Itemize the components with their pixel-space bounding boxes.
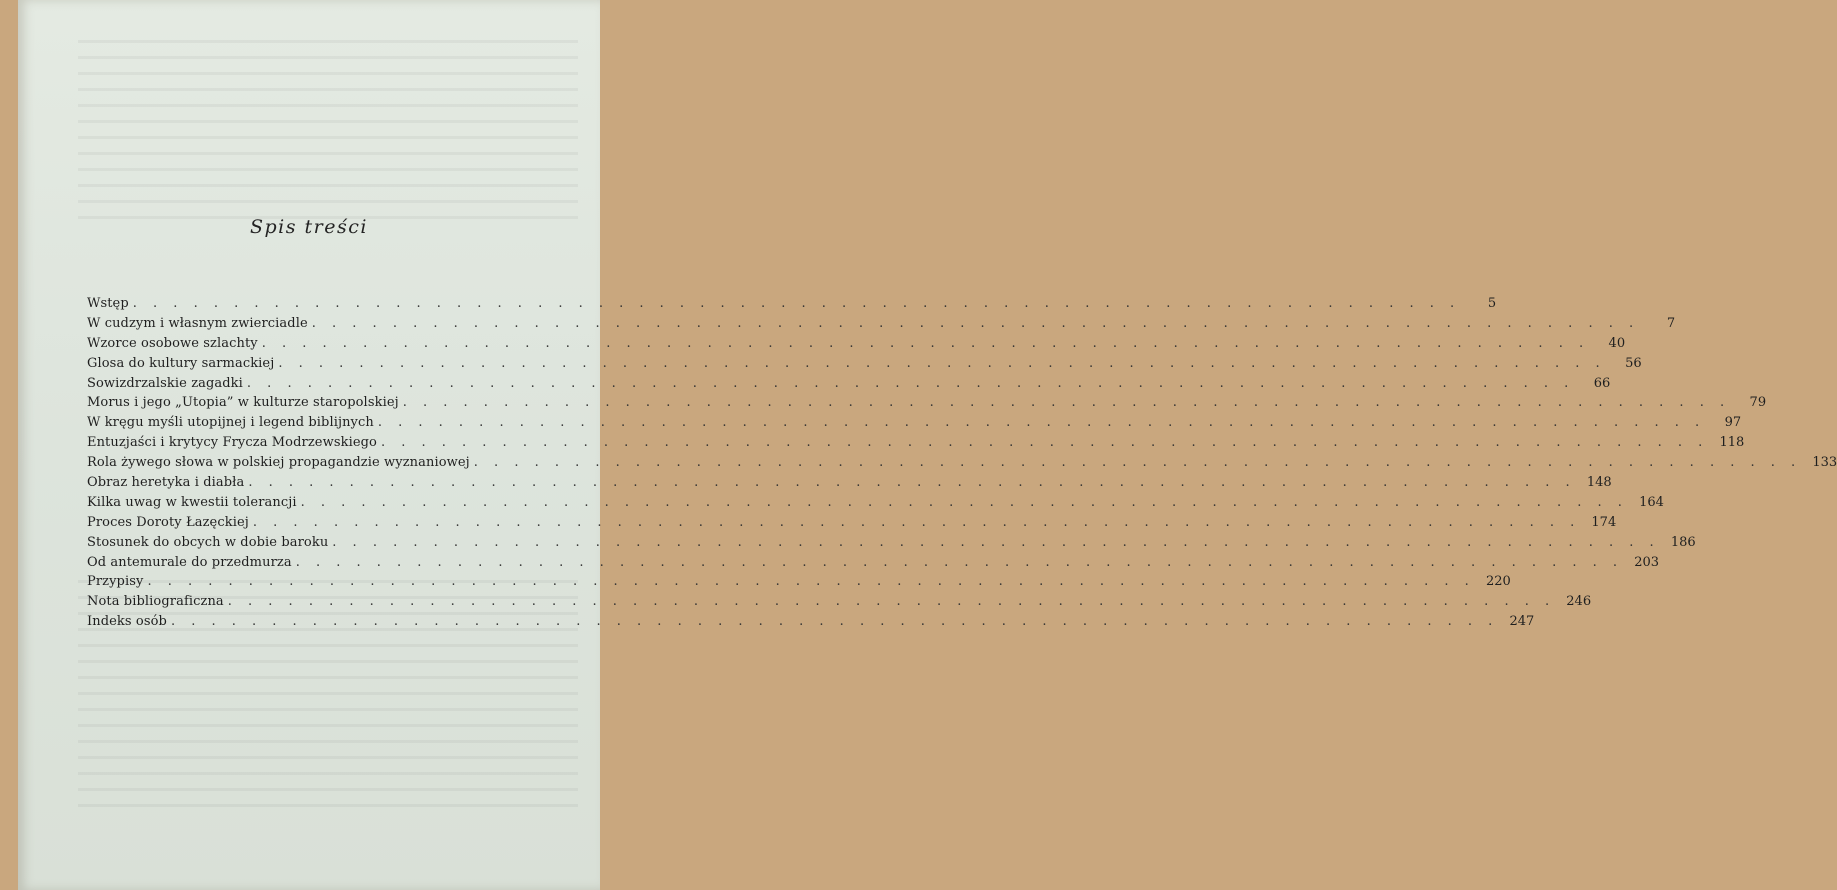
toc-entry-page-number: 220 xyxy=(1485,574,1511,590)
toc-entry-label: Stosunek do obcych w dobie baroku xyxy=(87,534,329,550)
dot-leader xyxy=(247,376,1574,391)
toc-entry-label: Kilka uwag w kwestii tolerancji xyxy=(87,494,297,510)
toc-entry xyxy=(87,534,1696,555)
toc-entry-page-number: 56 xyxy=(1625,355,1642,371)
toc-entry xyxy=(87,475,1612,495)
dot-leader xyxy=(312,316,1639,331)
toc-entry xyxy=(87,395,1767,415)
toc-entry-label: Glosa do kultury sarmackiej xyxy=(87,355,275,371)
toc-entry-page-number: 246 xyxy=(1566,594,1592,610)
toc-title: Spis treści xyxy=(250,216,368,238)
toc-entry xyxy=(87,335,1626,356)
toc-entry-page-number: 118 xyxy=(1719,435,1745,451)
dot-leader xyxy=(147,574,1474,589)
toc-entry-page-number: 133 xyxy=(1812,455,1837,471)
toc-entry-page-number: 5 xyxy=(1487,296,1497,311)
toc-entry-label: Od antemurale do przedmurza xyxy=(87,554,292,570)
toc-entry xyxy=(87,494,1664,515)
toc-entry xyxy=(87,375,1611,396)
toc-entry-page-number: 247 xyxy=(1509,614,1535,630)
toc-entry-page-number: 7 xyxy=(1666,315,1676,331)
show-through-text-top xyxy=(78,40,578,220)
dot-leader xyxy=(474,455,1801,470)
toc-entry-label: Wzorce osobowe szlachty xyxy=(87,335,258,351)
toc-entry-label: Proces Doroty Łazęckiej xyxy=(87,514,249,530)
toc-entry xyxy=(87,594,1592,614)
toc-entry-page-number: 203 xyxy=(1634,554,1660,570)
dot-leader xyxy=(278,356,1605,371)
toc-entry-page-number: 148 xyxy=(1586,475,1612,491)
dot-leader xyxy=(332,535,1659,550)
dot-leader xyxy=(403,395,1730,410)
toc-entry-label: Sowizdrzalskie zagadki xyxy=(87,375,243,391)
toc-entry-page-number: 66 xyxy=(1593,375,1611,391)
toc-entry-label: Nota bibliograficzna xyxy=(87,594,224,610)
table-of-contents xyxy=(87,296,1837,634)
toc-entry-label: Entuzjaści i krytycy Frycza Modrzewskiego xyxy=(87,435,377,451)
toc-entry-page-number: 186 xyxy=(1670,534,1696,550)
toc-entry-label: Indeks osób xyxy=(87,614,167,630)
dot-leader xyxy=(301,495,1628,510)
toc-entry xyxy=(87,574,1511,594)
toc-entry-label: Obraz heretyka i diabła xyxy=(87,475,245,491)
toc-entry-page-number: 40 xyxy=(1608,335,1626,351)
toc-entry xyxy=(87,514,1617,535)
toc-entry xyxy=(87,614,1535,634)
dot-leader xyxy=(262,336,1589,351)
toc-entry xyxy=(87,554,1660,575)
toc-entry xyxy=(87,355,1642,376)
toc-entry-label: W kręgu myśli utopijnej i legend biblijnych xyxy=(87,415,374,431)
toc-entry-label: Morus i jego „Utopia” w kulturze staropolskiej xyxy=(87,395,399,411)
toc-entry-page-number: 164 xyxy=(1639,494,1664,510)
toc-entry-label: Przypisy xyxy=(87,574,144,590)
toc-entry xyxy=(87,435,1745,455)
dot-leader xyxy=(296,555,1623,570)
book-page xyxy=(18,0,1837,890)
toc-entry-label: Wstęp xyxy=(87,296,129,311)
toc-entry xyxy=(87,315,1676,336)
toc-entry-page-number: 97 xyxy=(1724,415,1742,431)
toc-entry-page-number: 174 xyxy=(1591,514,1617,530)
dot-leader xyxy=(133,296,1460,311)
dot-leader xyxy=(171,614,1498,629)
dot-leader xyxy=(228,594,1555,609)
dot-leader xyxy=(378,415,1705,430)
toc-entry-page-number: 79 xyxy=(1749,395,1767,411)
dot-leader xyxy=(248,475,1575,490)
dot-leader xyxy=(253,515,1580,530)
toc-entry xyxy=(87,415,1742,435)
toc-entry xyxy=(87,296,1497,316)
toc-entry-label: W cudzym i własnym zwierciadle xyxy=(87,315,308,331)
toc-entry xyxy=(87,455,1837,475)
dot-leader xyxy=(381,435,1708,450)
toc-entry-label: Rola żywego słowa w polskiej propagandzie wyznaniowej xyxy=(87,455,470,471)
